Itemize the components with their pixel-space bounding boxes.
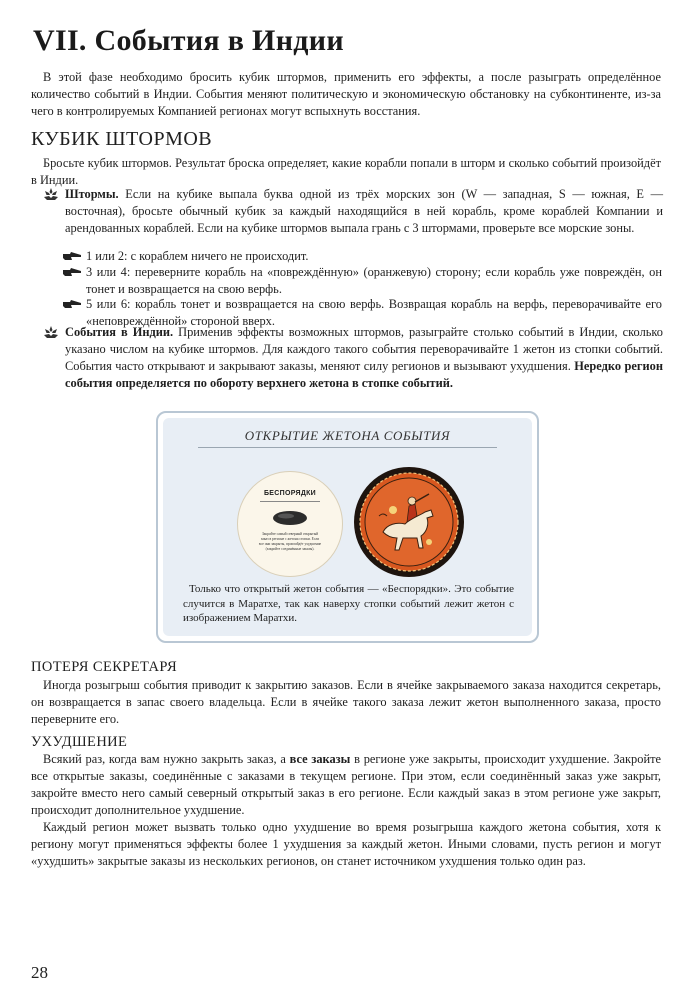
storm-lead-paragraph: Бросьте кубик штормов. Результат броска определяет, какие корабли попали в шторм и сколько событий произойдёт в Индии. [31,156,661,187]
riot-stone-icon [270,508,310,526]
section-heading-deterioration: УХУДШЕНИЕ [31,734,128,750]
pointing-hand-icon [62,251,82,261]
events-text: Применив эффекты возможных штормов, разыграйте столько событий в Индии, сколько указано числом на кубике штормов. Для каждого такого события переворачивайте 1 жетон из стопки событий. События часто открывают и закрывают заказы, меняют силу регионов и вызывают ухудшения. [65,325,663,373]
lotus-ornament-icon [43,187,59,202]
deterioration-paragraph-1: Всякий раз, когда вам нужно закрыть заказ, а все заказы в регионе уже закрыты, происходит ухудшение. Закройте все открытые заказы, соединённые с заказами в текущем регионе. При этом, если соединённый заказ уже закрыт, закройте вместо него самый северный открытый заказ в его регионе. Если каждый заказ в этом регионе уже закрыт, происходит дополнительное ухудшение. [31,752,661,817]
title-divider [198,447,497,448]
events-label: События в Индии. [65,325,174,339]
token-divider [260,501,320,502]
secretary-paragraph: Иногда розыгрыш события приводит к закрытию заказов. Если в ячейке закрываемого заказа находится секретарь, он возвращается в запас своего владельца. Если в ячейке такого заказа лежит жетон выполненного заказа, просто переверните его. [31,678,661,726]
lotus-ornament-icon [43,325,59,340]
storms-text: Если на кубике выпала буква одной из трёх морских зон (W — западная, S — южная, E — восточная), бросьте обычный кубик за каждый находящийся в ней корабль, кроме кораблей Компании и арендованных кораблей. Если на кубике штормов выпала грань с 3 штормами, проверьте все морские зоны. [65,187,663,235]
storm-result-1: 1 или 2: с кораблем ничего не происходит. [62,248,662,265]
token-text: Закройте самый северный открытый заказ в регионе с жетона стопки. Если все они закрыты, произойдёт ухудшение (закройте соединённые заказы). [258,532,322,551]
token-title: БЕСПОРЯДКИ [263,490,317,497]
pointing-hand-icon [62,267,82,277]
events-bold-tail: Нередко регион события определяется по обороту верхнего жетона в стопке событий. [65,359,663,390]
page-title: VII. События в Индии [33,24,344,57]
maratha-event-token-art [353,466,465,578]
storm-result-2: 3 или 4: переверните корабль на «повреждённую» (оранжевую) сторону; если корабль уже повреждён, он тонет и возвращается на свою верфь. [62,264,662,298]
bullet-events [43,324,663,392]
bullet-storms [43,186,663,237]
example-caption: Только что открытый жетон события — «Беспорядки». Это событие случится в Маратхе, так как наверху стопки событий лежит жетон с изображением Маратхи. [183,583,514,624]
storm-result-3: 5 или 6: корабль тонет и возвращается на свою верфь. Возвращая корабль на верфь, переворачивайте его «неповреждённой» стороной вверх. [62,296,662,330]
example-title: ОТКРЫТИЕ ЖЕТОНА СОБЫТИЯ [244,428,451,443]
event-token-riots [237,471,343,577]
pointing-hand-icon [62,299,82,309]
deterioration-paragraph-2: Каждый регион может вызвать только одно ухудшение во время розыгрыша каждого жетона события, хотя к региону могут применяться эффекты более 1 ухудшения за каждый жетон. Иными словами, пусть регион и могут «ухудшить» закрытые заказы из нескольких регионов, он станет источником ухудшения только один раз. [31,820,661,868]
section-heading-storm-die: КУБИК ШТОРМОВ [31,128,213,150]
storms-label: Штормы. [65,187,119,201]
example-box [156,411,539,643]
section-heading-secretary: ПОТЕРЯ СЕКРЕТАРЯ [31,659,178,675]
page-number: 28 [31,963,48,982]
intro-paragraph: В этой фазе необходимо бросить кубик штормов, применить его эффекты, а после разыграть определённое количество событий в Индии. События меняют политическую и экономическую обстановку на субконтиненте, из-за чего в контролируемых Компанией регионах могут вспыхнуть восстания. [31,70,661,118]
